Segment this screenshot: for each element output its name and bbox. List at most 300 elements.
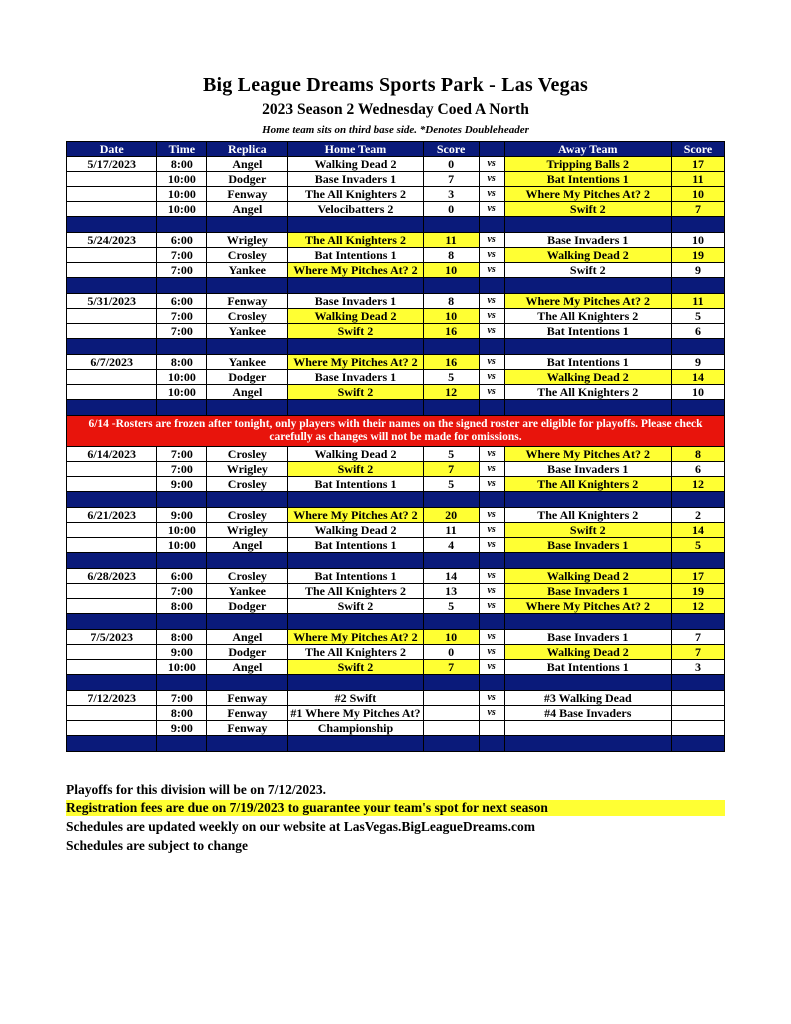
game-row (67, 508, 725, 523)
separator-cell (288, 492, 423, 508)
vs-label: vs (479, 324, 504, 339)
vs-label: vs (479, 172, 504, 187)
home-team: Swift 2 (288, 660, 423, 675)
col-date-header: Date (67, 142, 157, 157)
home-score (423, 691, 479, 706)
vs-label: vs (479, 157, 504, 172)
separator-cell (67, 278, 157, 294)
away-score: 3 (671, 660, 724, 675)
home-team: Walking Dead 2 (288, 523, 423, 538)
home-score: 10 (423, 309, 479, 324)
game-field: Wrigley (207, 233, 288, 248)
home-team: Swift 2 (288, 385, 423, 400)
vs-label: vs (479, 523, 504, 538)
separator-cell (67, 339, 157, 355)
home-score: 8 (423, 248, 479, 263)
game-row (67, 691, 725, 706)
home-score (423, 706, 479, 721)
game-time: 7:00 (157, 263, 207, 278)
away-score: 17 (671, 569, 724, 584)
separator-cell (671, 675, 724, 691)
home-team: Where My Pitches At? 2 (288, 263, 423, 278)
separator-cell (423, 675, 479, 691)
game-row (67, 538, 725, 553)
separator-cell (423, 553, 479, 569)
home-team: Base Invaders 1 (288, 172, 423, 187)
home-score: 16 (423, 324, 479, 339)
game-time: 9:00 (157, 645, 207, 660)
vs-label: vs (479, 309, 504, 324)
game-date: 7/12/2023 (67, 691, 157, 706)
separator-cell (207, 278, 288, 294)
separator-cell (479, 492, 504, 508)
separator-cell (671, 278, 724, 294)
game-field: Crosley (207, 309, 288, 324)
home-score: 0 (423, 157, 479, 172)
separator-cell (504, 553, 671, 569)
game-field: Wrigley (207, 523, 288, 538)
away-score (671, 691, 724, 706)
home-team: Bat Intentions 1 (288, 569, 423, 584)
away-score: 2 (671, 508, 724, 523)
away-score: 11 (671, 294, 724, 309)
away-score: 14 (671, 523, 724, 538)
home-score: 11 (423, 233, 479, 248)
separator-cell (479, 339, 504, 355)
away-team: Base Invaders 1 (504, 462, 671, 477)
game-row (67, 324, 725, 339)
vs-label: vs (479, 187, 504, 202)
game-time: 10:00 (157, 187, 207, 202)
schedule-body (67, 157, 725, 752)
game-field: Fenway (207, 187, 288, 202)
home-team: The All Knighters 2 (288, 233, 423, 248)
col-away-score-header: Score (671, 142, 724, 157)
week-separator (67, 217, 725, 233)
separator-cell (67, 553, 157, 569)
away-score: 7 (671, 202, 724, 217)
game-time: 9:00 (157, 477, 207, 492)
game-field: Angel (207, 202, 288, 217)
separator-cell (671, 217, 724, 233)
away-score: 5 (671, 309, 724, 324)
away-team: Swift 2 (504, 263, 671, 278)
separator-cell (207, 339, 288, 355)
game-date (67, 721, 157, 736)
home-team: #2 Swift (288, 691, 423, 706)
away-team: Swift 2 (504, 523, 671, 538)
separator-cell (67, 736, 157, 752)
home-team: Walking Dead 2 (288, 157, 423, 172)
col-home-score-header: Score (423, 142, 479, 157)
separator-cell (157, 553, 207, 569)
separator-cell (288, 614, 423, 630)
away-score: 12 (671, 599, 724, 614)
away-team: #3 Walking Dead (504, 691, 671, 706)
separator-cell (288, 339, 423, 355)
game-date (67, 172, 157, 187)
game-field: Fenway (207, 294, 288, 309)
game-time: 9:00 (157, 508, 207, 523)
vs-label: vs (479, 294, 504, 309)
separator-cell (288, 217, 423, 233)
home-team: Walking Dead 2 (288, 309, 423, 324)
game-row (67, 477, 725, 492)
separator-cell (504, 675, 671, 691)
separator-cell (423, 217, 479, 233)
col-home-team-header: Home Team (288, 142, 423, 157)
vs-label: vs (479, 508, 504, 523)
game-date (67, 370, 157, 385)
vs-label: vs (479, 447, 504, 462)
separator-cell (671, 553, 724, 569)
away-score: 5 (671, 538, 724, 553)
separator-cell (479, 553, 504, 569)
vs-label: vs (479, 202, 504, 217)
game-time: 10:00 (157, 660, 207, 675)
home-team: Where My Pitches At? 2 (288, 355, 423, 370)
away-score: 6 (671, 462, 724, 477)
game-time: 7:00 (157, 309, 207, 324)
game-field: Crosley (207, 569, 288, 584)
separator-cell (671, 492, 724, 508)
game-field: Yankee (207, 263, 288, 278)
home-team: The All Knighters 2 (288, 187, 423, 202)
home-score: 7 (423, 172, 479, 187)
separator-cell (504, 278, 671, 294)
game-row (67, 584, 725, 599)
game-row (67, 660, 725, 675)
separator-cell (67, 217, 157, 233)
separator-cell (157, 217, 207, 233)
game-field: Yankee (207, 355, 288, 370)
notice-text: 6/14 -Rosters are frozen after tonight, only players with their names on the signed roster are eligible for playoffs. Please check carefully as changes will not be made for omissions. (67, 416, 725, 447)
game-date: 6/7/2023 (67, 355, 157, 370)
website-note: Schedules are updated weekly on our website at LasVegas.BigLeagueDreams.com (66, 819, 536, 834)
game-row (67, 447, 725, 462)
away-team: Walking Dead 2 (504, 569, 671, 584)
home-team: The All Knighters 2 (288, 584, 423, 599)
home-team: Swift 2 (288, 599, 423, 614)
game-field: Dodger (207, 645, 288, 660)
game-time: 7:00 (157, 584, 207, 599)
away-team: Bat Intentions 1 (504, 355, 671, 370)
away-team: Walking Dead 2 (504, 248, 671, 263)
game-date (67, 599, 157, 614)
game-time: 6:00 (157, 569, 207, 584)
game-field: Angel (207, 630, 288, 645)
separator-cell (423, 736, 479, 752)
away-score (671, 721, 724, 736)
home-score: 16 (423, 355, 479, 370)
page-title: Big League Dreams Sports Park - Las Vegas (202, 74, 589, 96)
home-score: 10 (423, 630, 479, 645)
separator-cell (207, 614, 288, 630)
vs-label: vs (479, 630, 504, 645)
vs-label: vs (479, 645, 504, 660)
game-date (67, 462, 157, 477)
separator-cell (207, 400, 288, 416)
game-row (67, 248, 725, 263)
game-row (67, 599, 725, 614)
separator-cell (671, 400, 724, 416)
game-date (67, 477, 157, 492)
separator-cell (157, 736, 207, 752)
separator-cell (504, 400, 671, 416)
game-time: 7:00 (157, 447, 207, 462)
home-team-note: Home team sits on third base side. *Denotes Doubleheader (262, 124, 529, 136)
separator-cell (479, 217, 504, 233)
separator-cell (671, 614, 724, 630)
week-separator (67, 400, 725, 416)
week-separator (67, 339, 725, 355)
home-score: 0 (423, 202, 479, 217)
away-score: 6 (671, 324, 724, 339)
home-team: Where My Pitches At? 2 (288, 630, 423, 645)
game-date (67, 385, 157, 400)
away-team: Base Invaders 1 (504, 233, 671, 248)
home-team: Velocibatters 2 (288, 202, 423, 217)
separator-cell (67, 492, 157, 508)
game-time: 7:00 (157, 462, 207, 477)
home-team: Bat Intentions 1 (288, 248, 423, 263)
game-row (67, 172, 725, 187)
col-vs-header (479, 142, 504, 157)
separator-cell (423, 278, 479, 294)
home-score: 14 (423, 569, 479, 584)
separator-cell (207, 736, 288, 752)
game-row (67, 645, 725, 660)
vs-label: vs (479, 263, 504, 278)
game-time: 6:00 (157, 294, 207, 309)
away-score: 14 (671, 370, 724, 385)
separator-cell (479, 278, 504, 294)
game-date: 6/28/2023 (67, 569, 157, 584)
away-score (671, 706, 724, 721)
separator-cell (423, 492, 479, 508)
away-score: 10 (671, 187, 724, 202)
away-team: Tripping Balls 2 (504, 157, 671, 172)
game-time: 10:00 (157, 370, 207, 385)
game-time: 8:00 (157, 706, 207, 721)
game-field: Crosley (207, 248, 288, 263)
away-team: Bat Intentions 1 (504, 660, 671, 675)
game-time: 8:00 (157, 599, 207, 614)
separator-cell (157, 400, 207, 416)
vs-label: vs (479, 599, 504, 614)
separator-cell (288, 400, 423, 416)
home-team: The All Knighters 2 (288, 645, 423, 660)
separator-cell (479, 614, 504, 630)
vs-label: vs (479, 477, 504, 492)
home-score: 12 (423, 385, 479, 400)
game-field: Crosley (207, 477, 288, 492)
week-separator (67, 492, 725, 508)
home-team: Bat Intentions 1 (288, 538, 423, 553)
separator-cell (671, 736, 724, 752)
vs-label: vs (479, 538, 504, 553)
game-date: 5/17/2023 (67, 157, 157, 172)
col-away-team-header: Away Team (504, 142, 671, 157)
home-team: Bat Intentions 1 (288, 477, 423, 492)
page-subtitle: 2023 Season 2 Wednesday Coed A North (262, 101, 529, 118)
home-team: Where My Pitches At? 2 (288, 508, 423, 523)
away-score: 9 (671, 355, 724, 370)
game-date (67, 324, 157, 339)
game-field: Yankee (207, 584, 288, 599)
away-team: Bat Intentions 1 (504, 324, 671, 339)
game-field: Angel (207, 385, 288, 400)
separator-cell (207, 492, 288, 508)
separator-cell (479, 400, 504, 416)
game-time: 7:00 (157, 248, 207, 263)
header-row (67, 142, 725, 157)
game-field: Fenway (207, 691, 288, 706)
home-score: 5 (423, 477, 479, 492)
game-row (67, 187, 725, 202)
away-score: 12 (671, 477, 724, 492)
registration-note: Registration fees are due on 7/19/2023 to guarantee your team's spot for next season (66, 800, 725, 816)
home-score: 20 (423, 508, 479, 523)
game-date: 6/21/2023 (67, 508, 157, 523)
separator-cell (207, 675, 288, 691)
game-date (67, 263, 157, 278)
week-separator (67, 675, 725, 691)
game-time: 10:00 (157, 538, 207, 553)
home-team: Swift 2 (288, 462, 423, 477)
schedule-table (66, 141, 725, 752)
game-row (67, 569, 725, 584)
game-row (67, 202, 725, 217)
game-time: 8:00 (157, 157, 207, 172)
separator-cell (423, 400, 479, 416)
vs-label: vs (479, 385, 504, 400)
separator-cell (157, 339, 207, 355)
separator-cell (504, 614, 671, 630)
separator-cell (423, 339, 479, 355)
home-score: 4 (423, 538, 479, 553)
vs-label: vs (479, 355, 504, 370)
away-team: Base Invaders 1 (504, 538, 671, 553)
subject-to-change-note: Schedules are subject to change (66, 838, 248, 853)
game-time: 8:00 (157, 355, 207, 370)
game-date: 5/31/2023 (67, 294, 157, 309)
week-separator (67, 278, 725, 294)
away-team: The All Knighters 2 (504, 309, 671, 324)
game-date (67, 248, 157, 263)
week-separator (67, 553, 725, 569)
game-time: 6:00 (157, 233, 207, 248)
separator-cell (504, 339, 671, 355)
away-team: Where My Pitches At? 2 (504, 294, 671, 309)
away-team: Bat Intentions 1 (504, 172, 671, 187)
separator-cell (504, 217, 671, 233)
game-row (67, 233, 725, 248)
home-score: 3 (423, 187, 479, 202)
home-team: Walking Dead 2 (288, 447, 423, 462)
separator-cell (479, 736, 504, 752)
game-time: 10:00 (157, 172, 207, 187)
away-team: The All Knighters 2 (504, 477, 671, 492)
game-time: 7:00 (157, 691, 207, 706)
home-score: 10 (423, 263, 479, 278)
separator-cell (157, 278, 207, 294)
vs-label: vs (479, 569, 504, 584)
vs-label: vs (479, 706, 504, 721)
home-score: 13 (423, 584, 479, 599)
game-time: 10:00 (157, 523, 207, 538)
home-score: 7 (423, 660, 479, 675)
game-date (67, 645, 157, 660)
separator-cell (157, 492, 207, 508)
separator-cell (157, 675, 207, 691)
game-field: Wrigley (207, 462, 288, 477)
game-row (67, 630, 725, 645)
game-field: Angel (207, 660, 288, 675)
game-date (67, 584, 157, 599)
away-team: Where My Pitches At? 2 (504, 447, 671, 462)
game-date (67, 523, 157, 538)
home-score: 7 (423, 462, 479, 477)
game-time: 10:00 (157, 385, 207, 400)
game-row (67, 157, 725, 172)
away-team: Walking Dead 2 (504, 645, 671, 660)
game-field: Yankee (207, 324, 288, 339)
week-separator (67, 736, 725, 752)
game-field: Dodger (207, 599, 288, 614)
game-time: 8:00 (157, 630, 207, 645)
game-date: 5/24/2023 (67, 233, 157, 248)
vs-label: vs (479, 462, 504, 477)
away-team (504, 721, 671, 736)
separator-cell (671, 339, 724, 355)
game-field: Fenway (207, 721, 288, 736)
away-team: Walking Dead 2 (504, 370, 671, 385)
game-date: 7/5/2023 (67, 630, 157, 645)
game-time: 10:00 (157, 202, 207, 217)
home-score: 5 (423, 370, 479, 385)
away-score: 10 (671, 233, 724, 248)
home-team: Base Invaders 1 (288, 294, 423, 309)
away-team: Swift 2 (504, 202, 671, 217)
game-date (67, 202, 157, 217)
separator-cell (504, 492, 671, 508)
home-score: 5 (423, 599, 479, 614)
away-team: Base Invaders 1 (504, 630, 671, 645)
game-row (67, 462, 725, 477)
separator-cell (67, 614, 157, 630)
vs-label: vs (479, 370, 504, 385)
game-time: 9:00 (157, 721, 207, 736)
week-separator (67, 614, 725, 630)
home-team: Swift 2 (288, 324, 423, 339)
game-time: 7:00 (157, 324, 207, 339)
vs-label (479, 721, 504, 736)
home-score: 8 (423, 294, 479, 309)
game-field: Crosley (207, 447, 288, 462)
away-score: 7 (671, 630, 724, 645)
separator-cell (207, 553, 288, 569)
home-score: 0 (423, 645, 479, 660)
away-score: 19 (671, 248, 724, 263)
vs-label: vs (479, 233, 504, 248)
game-field: Fenway (207, 706, 288, 721)
game-date (67, 706, 157, 721)
game-row (67, 370, 725, 385)
playoffs-note: Playoffs for this division will be on 7/12/2023. (66, 782, 327, 797)
game-row (67, 355, 725, 370)
home-score: 5 (423, 447, 479, 462)
